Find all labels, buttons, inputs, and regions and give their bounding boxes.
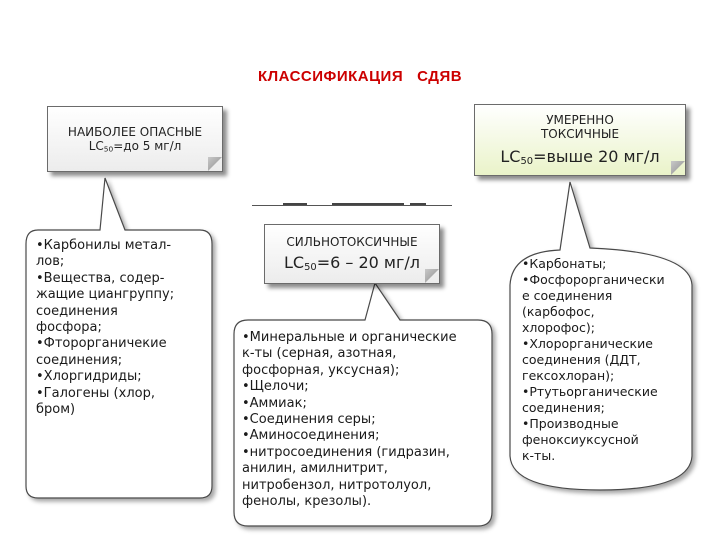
list-item: (карбофос, bbox=[522, 304, 595, 319]
list-item: •Фторорганичекие bbox=[36, 336, 167, 352]
list-item: бром) bbox=[36, 402, 76, 418]
page-fold-icon bbox=[425, 269, 439, 283]
list-item: соединения bbox=[36, 303, 118, 319]
list-item: соединения (ДДТ, bbox=[522, 352, 641, 367]
divider-dash bbox=[332, 203, 404, 205]
list-item: •Фосфорорганически bbox=[522, 272, 665, 287]
list-item: анилин, амилнитрит, bbox=[242, 461, 388, 477]
list-item: феноксиуксусной bbox=[522, 432, 639, 447]
list-item: •Аммиак; bbox=[242, 395, 307, 411]
list-item: гексохлоран); bbox=[522, 368, 615, 383]
list-item: •нитросоединения (гидразин, bbox=[242, 444, 450, 460]
list-item: е соединения bbox=[522, 288, 613, 303]
list-item: •Хлорорганические bbox=[522, 336, 653, 351]
card-mid-label: СИЛЬНОТОКСИЧНЫЕ bbox=[286, 235, 418, 249]
card-most-dangerous bbox=[47, 106, 223, 172]
list-item: фосфорная, уксусная); bbox=[242, 362, 400, 378]
list-item: нитробензол, нитротолуол, bbox=[242, 477, 432, 493]
list-item: •Аминосоединения; bbox=[242, 428, 380, 444]
list-item: фосфора; bbox=[36, 320, 102, 336]
list-item: соединения; bbox=[522, 400, 605, 415]
page-fold-icon bbox=[208, 157, 222, 171]
card-right-label-2: ТОКСИЧНЫЕ bbox=[540, 127, 620, 141]
list-item: лов; bbox=[36, 254, 65, 270]
card-left-label: НАИБОЛЕЕ ОПАСНЫЕ bbox=[67, 125, 203, 139]
list-item: жащие циангруппу; bbox=[36, 287, 175, 303]
divider-line bbox=[252, 205, 452, 206]
divider-dash bbox=[283, 203, 307, 205]
list-item: •Галогены (хлор, bbox=[36, 385, 155, 401]
callout-middle-text bbox=[242, 330, 457, 510]
callout-left-text bbox=[36, 238, 174, 418]
list-item: •Соединения серы; bbox=[242, 412, 376, 428]
list-item: •Карбонилы метал- bbox=[36, 238, 172, 253]
list-item: •Карбонаты; bbox=[522, 256, 607, 271]
list-item: соединения; bbox=[36, 352, 123, 368]
callout-right-text bbox=[522, 256, 665, 464]
list-item: •Вещества, содер- bbox=[36, 270, 165, 286]
list-item: •Производные bbox=[522, 416, 619, 431]
list-item: фенолы, крезолы). bbox=[242, 494, 372, 510]
card-right-label-1: УМЕРЕННО bbox=[546, 113, 614, 127]
list-item: к-ты. bbox=[522, 448, 556, 463]
list-item: хлорофос); bbox=[522, 320, 595, 335]
card-highly-toxic bbox=[264, 224, 440, 284]
divider-dash bbox=[410, 203, 426, 205]
list-item: •Хлоргидриды; bbox=[36, 369, 142, 385]
diagram-title: КЛАССИФИКАЦИЯ СДЯВ bbox=[257, 68, 463, 85]
list-item: •Минеральные и органические bbox=[242, 330, 457, 345]
card-right-value: $LC_{50}=выше$ 20 мг/л bbox=[500, 147, 660, 167]
list-item: к-ты (серная, азотная, bbox=[242, 346, 397, 362]
list-item: •Ртутьорганические bbox=[522, 384, 658, 399]
card-left-value: $LC_{50}=до$ 5 мг/л bbox=[88, 139, 182, 154]
card-mid-value: $LC_{50}=6 - 20$ мг/л bbox=[284, 253, 420, 273]
card-moderately-toxic bbox=[474, 104, 686, 176]
list-item: •Щелочи; bbox=[242, 379, 309, 395]
